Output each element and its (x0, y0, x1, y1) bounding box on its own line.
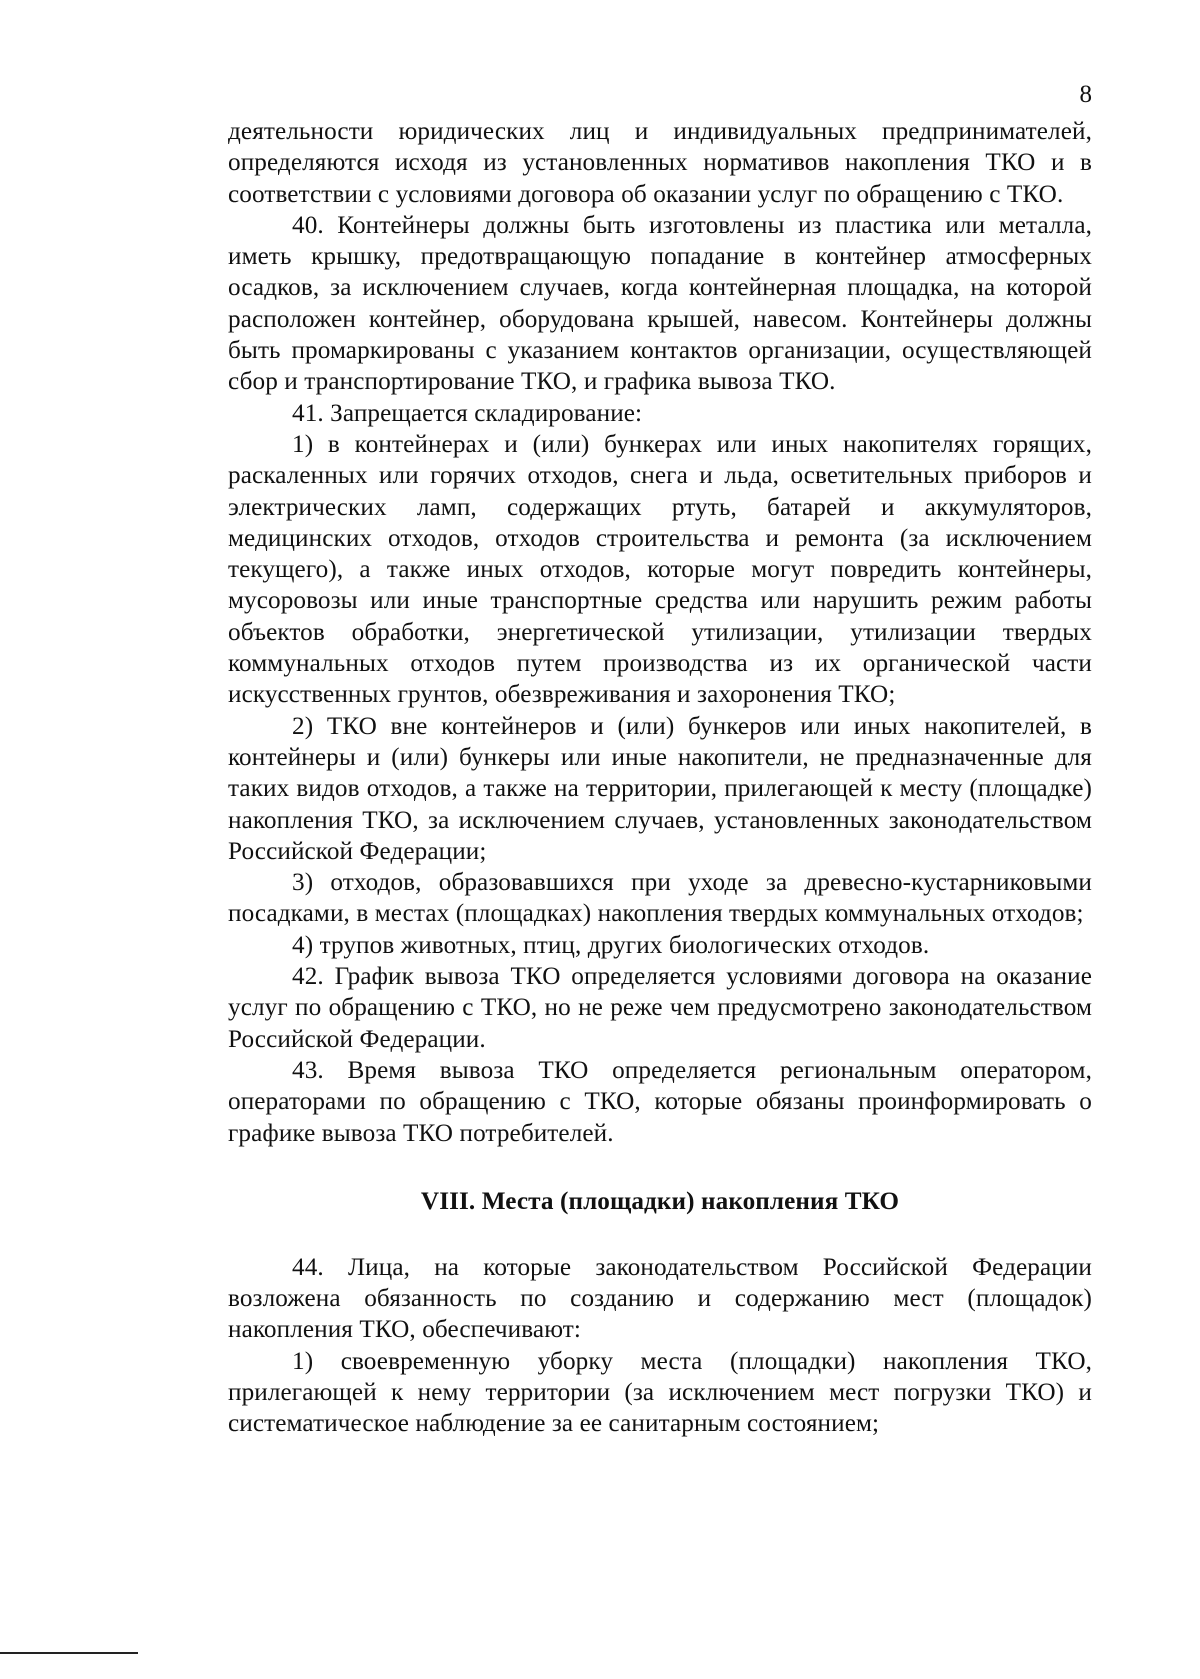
list-item-41-4: 4) трупов животных, птиц, других биологических отходов. (292, 931, 930, 959)
footer-rule (0, 1652, 138, 1654)
paragraph-43: 43. Время вывоза ТКО определяется региональным оператором, операторами по обращению с ТКО, которые обязаны проинформировать о графике вывоза ТКО потребителей. (228, 1056, 1092, 1147)
list-item-44-1: 1) своевременную уборку места (площадки) накопления ТКО, прилегающей к нему территории (за исключением мест погрузки ТКО) и систематическое наблюдение за ее санитарным состоянием; (228, 1347, 1092, 1438)
paragraph-42: 42. График вывоза ТКО определяется условиями договора на оказание услуг по обращению с ТКО, но не реже чем предусмотрено законодательством Российской Федерации. (228, 963, 1092, 1053)
list-item-41-3: 3) отходов, образовавшихся при уходе за древесно-кустарниковыми посадками, в местах (площадках) накопления твердых коммунальных отходов; (228, 869, 1092, 928)
page-number: 8 (1079, 81, 1092, 108)
list-item-41-1: 1) в контейнерах и (или) бункерах или иных накопителях горящих, раскаленных или горячих отходов, снега и льда, осветительных приборов и электрических ламп, содержащих ртуть, батарей и аккумуляторов, медицинских отходов, отходов строительства и ремонта (за исключением текущего), а также иных отходов, которые могут повредить контейнеры, мусоровозы или иные транспортные средства или нарушить режим работы объектов обработки, энергетической утилизации, утилизации твердых коммунальных отходов путем производства из их органической части искусственных грунтов, обезвреживания и захоронения ТКО; (228, 430, 1092, 709)
paragraph-44: 44. Лица, на которые законодательством Российской Федерации возложена обязанность по созданию и содержанию мест (площадок) накопления ТКО, обеспечивают: (228, 1253, 1092, 1344)
list-item-41-2: 2) ТКО вне контейнеров и (или) бункеров или иных накопителей, в контейнеры и (или) бункеры или иные накопители, не предназначенные для таких видов отходов, а также на территории, прилегающей к месту (площадке) накопления ТКО, за исключением случаев, установленных законодательством Российской Федерации; (228, 712, 1092, 865)
paragraph-41: 41. Запрещается складирование: (292, 399, 643, 427)
paragraph-continuation: деятельности юридических лиц и индивидуальных предпринимателей, определяются исходя из установленных нормативов накопления ТКО и в соответствии с условиями договора об оказании услуг по обращению с ТКО. (228, 118, 1092, 208)
document-text (228, 116, 1092, 1440)
section-heading: VIII. Места (площадки) накопления ТКО (420, 1187, 900, 1215)
paragraph-40: 40. Контейнеры должны быть изготовлены из пластика или металла, иметь крышку, предотвращающую попадание в контейнер атмосферных осадков, за исключением случаев, когда контейнерная площадка, на которой расположен контейнер, оборудована крышей, навесом. Контейнеры должны быть промаркированы с указанием контактов организации, осуществляющей сбор и транспортирование ТКО, и графика вывоза ТКО. (228, 211, 1092, 396)
